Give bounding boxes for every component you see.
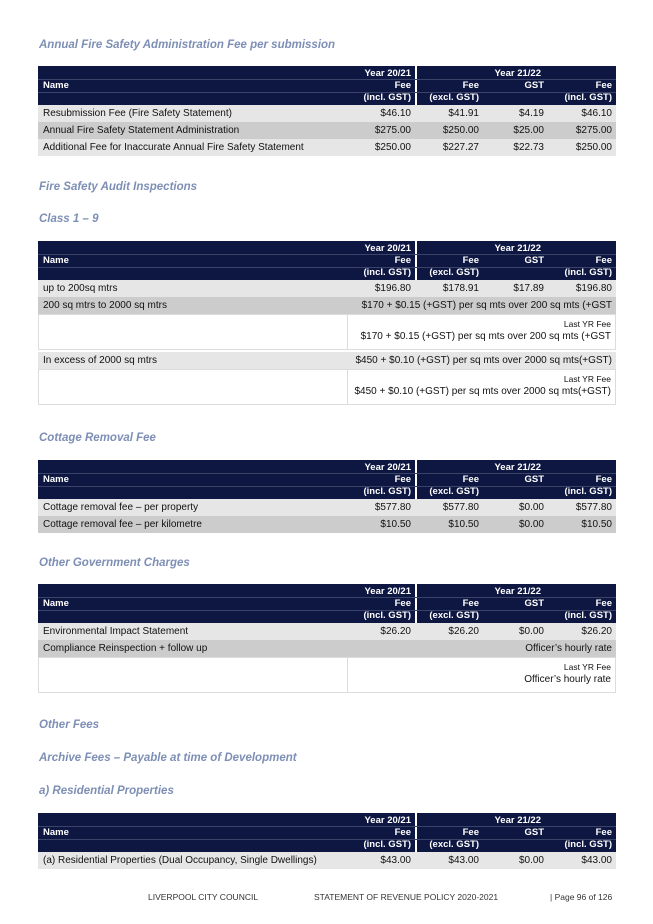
note-label: Last YR Fee: [563, 374, 611, 384]
table-header: [38, 241, 616, 280]
table-header: [38, 813, 616, 852]
row-name: Cottage removal fee – per property: [43, 502, 199, 513]
header-year2: Year 21/22: [494, 586, 541, 597]
table-header: [38, 584, 616, 623]
header-incl: (incl. GST): [363, 486, 411, 497]
row-gst: $0.00: [518, 502, 544, 513]
fire-audit-table: [38, 241, 616, 405]
header-fee: Fee: [394, 474, 411, 485]
row-y1: $10.50: [380, 519, 411, 530]
header-incl: (incl. GST): [564, 92, 612, 103]
table-row: [38, 623, 616, 640]
header-fee: Fee: [394, 80, 411, 91]
row-gst: $25.00: [513, 125, 544, 136]
section-subsubtitle-residential: a) Residential Properties: [39, 785, 174, 797]
table-row: [38, 139, 616, 156]
row-excl: $178.91: [442, 283, 479, 294]
archive-table: [38, 813, 616, 869]
last-year-fee-note: [38, 314, 616, 350]
row-excl: $250.00: [442, 125, 479, 136]
table-row: [38, 280, 616, 297]
row-excl: $41.91: [448, 108, 479, 119]
header-gst: GST: [524, 598, 544, 609]
note-text: $170 + $0.15 (+GST) per sq mts over 200 sq mts (+GST: [360, 331, 611, 342]
note-label: Last YR Fee: [563, 319, 611, 329]
row-y1: $46.10: [380, 108, 411, 119]
header-incl: (incl. GST): [564, 486, 612, 497]
row-gst: $0.00: [518, 519, 544, 530]
row-excl: $26.20: [448, 626, 479, 637]
header-excl: (excl. GST): [429, 839, 479, 850]
row-incl: $26.20: [581, 626, 612, 637]
row-name: Annual Fire Safety Statement Administration: [43, 125, 240, 136]
header-year2: Year 21/22: [494, 462, 541, 473]
header-gst: GST: [524, 474, 544, 485]
header-year1: Year 20/21: [364, 586, 411, 597]
header-excl: (excl. GST): [429, 610, 479, 621]
header-excl: (excl. GST): [429, 486, 479, 497]
section-title-other-fees: Other Fees: [39, 719, 100, 731]
row-name: 200 sq mtrs to 2000 sq mtrs: [43, 300, 167, 311]
table-header: [38, 66, 616, 105]
row-name: Compliance Reinspection + follow up: [43, 643, 208, 654]
header-fee: Fee: [394, 827, 411, 838]
header-gst: GST: [524, 255, 544, 266]
header-incl: (incl. GST): [564, 839, 612, 850]
header-fee: Fee: [394, 598, 411, 609]
header-name: Name: [43, 255, 69, 266]
header-fee: Fee: [462, 474, 479, 485]
header-name: Name: [43, 827, 69, 838]
table-row: [38, 105, 616, 122]
row-incl: $46.10: [581, 108, 612, 119]
row-name: Additional Fee for Inaccurate Annual Fire Safety Statement: [43, 142, 304, 153]
section-subtitle-class: Class 1 – 9: [39, 213, 99, 225]
header-fee: Fee: [462, 598, 479, 609]
row-incl: $250.00: [575, 142, 612, 153]
section-title-fire-admin: Annual Fire Safety Administration Fee per submission: [39, 39, 336, 51]
row-y1: $43.00: [380, 855, 411, 866]
header-gst: GST: [524, 827, 544, 838]
table-header: [38, 460, 616, 499]
header-incl: (incl. GST): [564, 610, 612, 621]
table-row: [38, 499, 616, 516]
row-span-fee: Officer’s hourly rate: [525, 643, 612, 654]
note-label: Last YR Fee: [563, 662, 611, 672]
header-fee: Fee: [462, 80, 479, 91]
row-excl: $227.27: [442, 142, 479, 153]
section-title-gov-charges: Other Government Charges: [39, 557, 190, 569]
row-incl: $196.80: [575, 283, 612, 294]
row-gst: $4.19: [518, 108, 544, 119]
header-incl: (incl. GST): [363, 839, 411, 850]
table-row: [38, 297, 616, 314]
table-row: [38, 352, 616, 369]
row-y1: $26.20: [380, 626, 411, 637]
header-incl: (incl. GST): [363, 92, 411, 103]
row-incl: $10.50: [581, 519, 612, 530]
header-excl: (excl. GST): [429, 267, 479, 278]
section-subtitle-archive: Archive Fees – Payable at time of Development: [39, 752, 297, 764]
row-gst: $0.00: [518, 855, 544, 866]
row-name: Resubmission Fee (Fire Safety Statement): [43, 108, 232, 119]
row-excl: $10.50: [448, 519, 479, 530]
section-title-fire-audit: Fire Safety Audit Inspections: [39, 181, 198, 193]
note-text: $450 + $0.10 (+GST) per sq mts over 2000 sq mts(+GST): [354, 386, 611, 397]
row-span-fee: $170 + $0.15 (+GST) per sq mts over 200 sq mts (+GST: [361, 300, 612, 311]
row-y1: $196.80: [374, 283, 411, 294]
footer-doc: STATEMENT OF REVENUE POLICY 2020-2021: [314, 892, 499, 902]
header-year2: Year 21/22: [494, 243, 541, 254]
footer-page: | Page 96 of 126: [550, 892, 613, 902]
table-row: [38, 122, 616, 139]
row-name: Cottage removal fee – per kilometre: [43, 519, 202, 530]
note-text: Officer’s hourly rate: [524, 674, 611, 685]
row-name: up to 200sq mtrs: [43, 283, 118, 294]
header-year1: Year 20/21: [364, 815, 411, 826]
header-fee: Fee: [595, 827, 612, 838]
header-name: Name: [43, 80, 69, 91]
section-title-cottage: Cottage Removal Fee: [39, 432, 156, 444]
header-excl: (excl. GST): [429, 92, 479, 103]
row-span-fee: $450 + $0.10 (+GST) per sq mts over 2000 sq mts(+GST): [355, 355, 612, 366]
header-year2: Year 21/22: [494, 815, 541, 826]
row-incl: $577.80: [575, 502, 612, 513]
row-y1: $577.80: [374, 502, 411, 513]
header-fee: Fee: [595, 474, 612, 485]
header-year1: Year 20/21: [364, 68, 411, 79]
row-incl: $275.00: [575, 125, 612, 136]
header-name: Name: [43, 474, 69, 485]
header-year1: Year 20/21: [364, 462, 411, 473]
row-incl: $43.00: [581, 855, 612, 866]
last-year-fee-note: [38, 657, 616, 693]
header-gst: GST: [524, 80, 544, 91]
header-incl: (incl. GST): [363, 267, 411, 278]
header-fee: Fee: [595, 80, 612, 91]
row-gst: $0.00: [518, 626, 544, 637]
header-incl: (incl. GST): [564, 267, 612, 278]
header-fee: Fee: [595, 598, 612, 609]
header-year2: Year 21/22: [494, 68, 541, 79]
header-fee: Fee: [462, 255, 479, 266]
row-y1: $275.00: [374, 125, 411, 136]
header-incl: (incl. GST): [363, 610, 411, 621]
header-fee: Fee: [595, 255, 612, 266]
row-gst: $17.89: [513, 283, 544, 294]
table-row: [38, 640, 616, 657]
table-row: [38, 516, 616, 533]
row-y1: $250.00: [374, 142, 411, 153]
table-row: [38, 852, 616, 869]
cottage-table: [38, 460, 616, 533]
header-year1: Year 20/21: [364, 243, 411, 254]
fire-admin-table: [38, 66, 616, 156]
row-name: Environmental Impact Statement: [43, 626, 189, 637]
row-name: In excess of 2000 sq mtrs: [43, 355, 157, 366]
header-name: Name: [43, 598, 69, 609]
row-excl: $577.80: [442, 502, 479, 513]
footer-org: LIVERPOOL CITY COUNCIL: [148, 892, 259, 902]
last-year-fee-note: [38, 369, 616, 405]
gov-charges-table: [38, 584, 616, 693]
header-fee: Fee: [462, 827, 479, 838]
row-excl: $43.00: [448, 855, 479, 866]
header-fee: Fee: [394, 255, 411, 266]
row-gst: $22.73: [513, 142, 544, 153]
row-name: (a) Residential Properties (Dual Occupancy, Single Dwellings): [43, 855, 317, 866]
